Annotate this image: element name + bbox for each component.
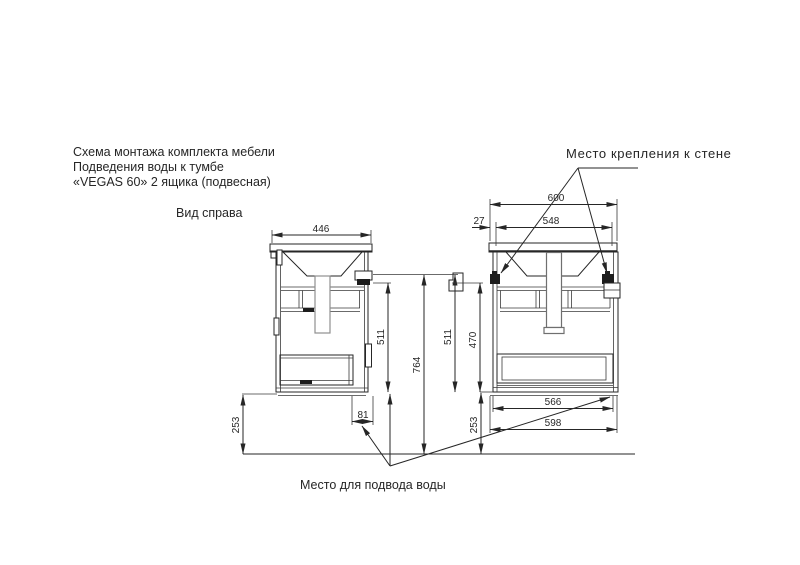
side-lower-drawer <box>280 355 353 385</box>
side-drain-pipe <box>315 276 330 333</box>
dim-water-offset: 81 <box>357 410 369 421</box>
dim-front-width: 600 <box>547 193 565 204</box>
dim-mount-spacing: 548 <box>542 216 560 227</box>
side-view-drawing <box>270 244 372 396</box>
dim-overall-height: 764 <box>412 356 423 374</box>
title-line-3: «VEGAS 60» 2 ящика (подвесная) <box>73 175 271 189</box>
drawer-clip <box>300 380 312 384</box>
dim-front-mount-height: 470 <box>468 331 479 349</box>
side-wall-bracket <box>355 271 372 285</box>
water-supply-label: Место для подвода воды <box>300 478 446 492</box>
front-side-bracket-box <box>604 283 620 298</box>
front-view-drawing <box>489 243 620 396</box>
side-front-tab-bottom <box>274 318 279 335</box>
front-mount-bracket-right <box>602 271 614 284</box>
side-view-label: Вид справа <box>176 206 243 220</box>
front-view-dimensions <box>443 193 617 454</box>
dim-side-depth: 446 <box>312 224 330 235</box>
dim-mount-offset: 27 <box>473 216 485 227</box>
drawer-clip <box>303 308 314 312</box>
dim-bottom-width-outer: 598 <box>544 418 562 429</box>
dim-side-mount-height: 511 <box>376 329 387 345</box>
dim-front-floor-gap: 253 <box>469 416 480 434</box>
side-front-tab-top <box>277 250 282 265</box>
title-block <box>73 145 275 220</box>
title-line-2: Подведения воды к тумбе <box>73 160 224 174</box>
front-drain-pipe <box>547 253 562 328</box>
front-drain-pipe-foot <box>544 328 564 334</box>
wall-mount-label: Место крепления к стене <box>566 146 732 161</box>
dim-side-floor-gap: 253 <box>231 416 242 434</box>
side-view-dimensions <box>231 224 458 454</box>
bracket-detail <box>449 273 463 291</box>
wall-mount-leader <box>501 146 732 273</box>
front-mount-bracket-left <box>490 271 500 284</box>
dim-bottom-width-inner: 566 <box>544 397 562 408</box>
title-line-1: Схема монтажа комплекта мебели <box>73 145 275 159</box>
front-lower-drawer <box>497 354 613 386</box>
dim-front-mount-top-height: 511 <box>443 329 454 345</box>
side-wall-rail <box>366 344 372 367</box>
side-sink-basin <box>283 252 362 276</box>
